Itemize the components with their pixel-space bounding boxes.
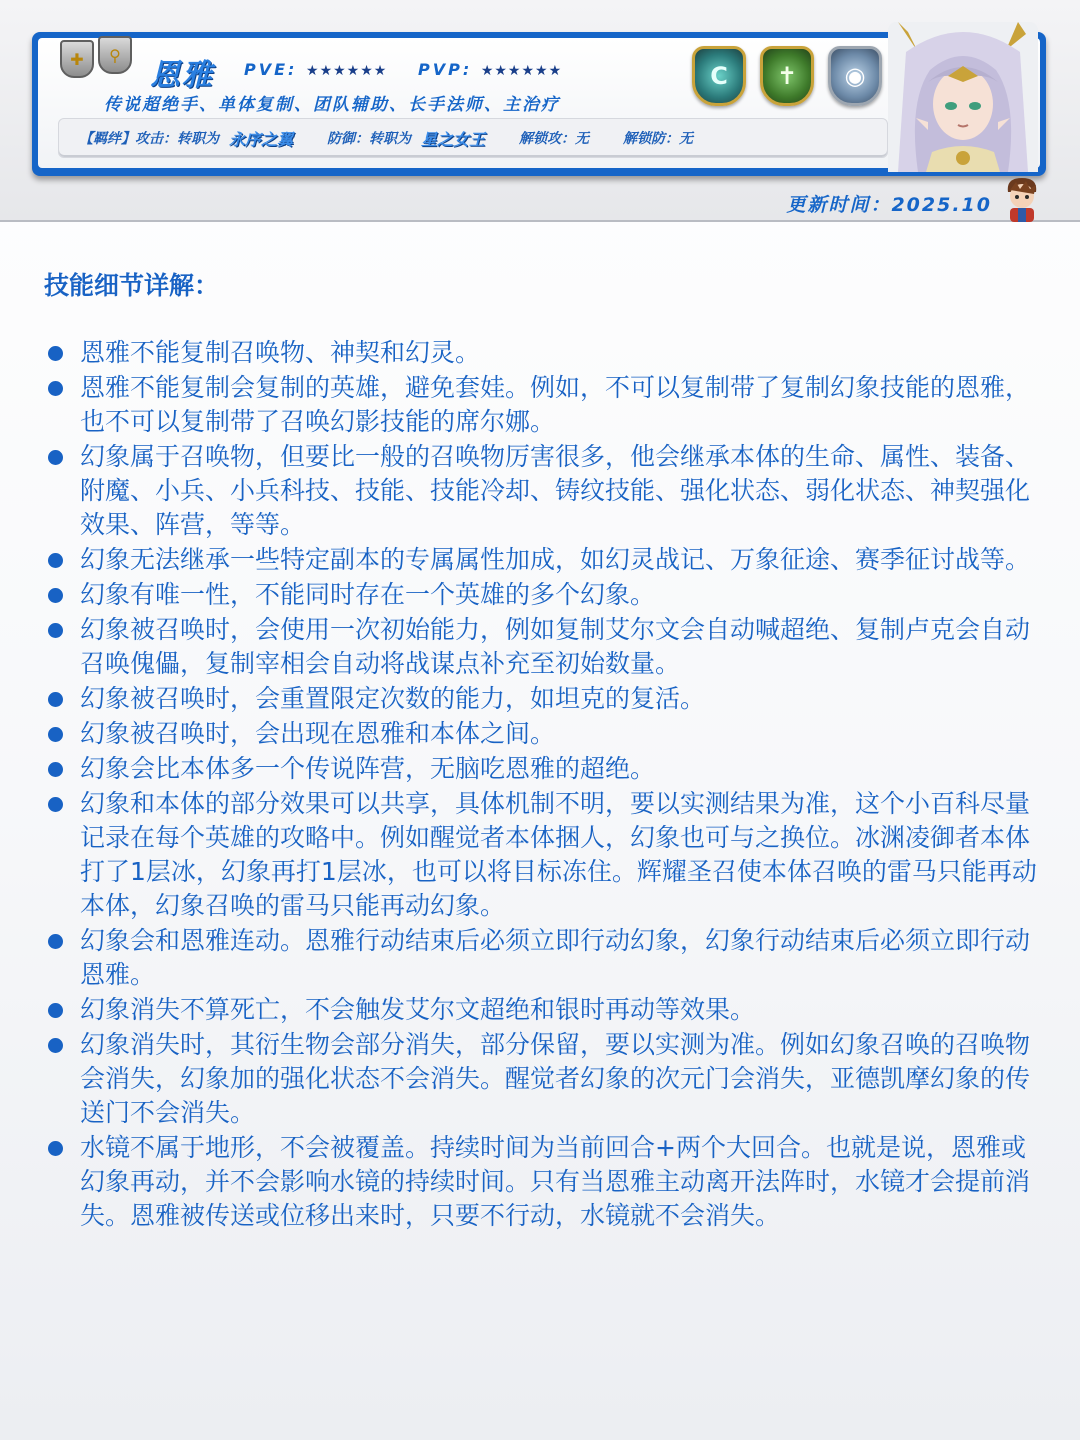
note-text: 幻象有唯一性，不能同时存在一个英雄的多个幻象。 bbox=[80, 580, 656, 609]
bond-unlock-attack: 解锁攻：无 bbox=[519, 131, 590, 147]
pve-rating bbox=[244, 60, 387, 79]
list-item bbox=[44, 371, 1044, 439]
note-text: 幻象会比本体多一个传说阵营，无脑吃恩雅的超绝。 bbox=[80, 754, 656, 783]
class-emblem-eye-icon: ◉ bbox=[828, 46, 882, 106]
bond-prefix: 【羁绊】攻击：转职为 bbox=[79, 131, 219, 147]
note-text: 恩雅不能复制召唤物、神契和幻灵。 bbox=[80, 338, 481, 367]
bullet-icon bbox=[48, 346, 63, 361]
list-item bbox=[44, 682, 1044, 716]
note-text: 恩雅不能复制会复制的英雄，避免套娃。例如，不可以复制带了复制幻象技能的恩雅，也不可以复制带了召唤幻影技能的席尔娜。 bbox=[80, 373, 1031, 436]
list-item bbox=[44, 993, 1044, 1027]
pvp-rating bbox=[418, 60, 562, 79]
hero-roles: 传说超绝手、单体复制、团队辅助、长手法师、主治疗 bbox=[104, 95, 560, 115]
bullet-icon bbox=[48, 797, 63, 812]
bullet-icon bbox=[48, 1003, 63, 1018]
list-item bbox=[44, 787, 1044, 923]
note-text: 幻象被召唤时，会出现在恩雅和本体之间。 bbox=[80, 719, 556, 748]
magnifier-shield-icon: ⚲ bbox=[98, 36, 132, 74]
bullet-icon bbox=[48, 1038, 63, 1053]
note-text: 幻象消失不算死亡，不会触发艾尔文超绝和银时再动等效果。 bbox=[80, 995, 756, 1024]
note-text: 幻象会和恩雅连动。恩雅行动结束后必须立即行动幻象，幻象行动结束后必须立即行动恩雅。 bbox=[80, 926, 1031, 989]
hero-portrait bbox=[888, 22, 1038, 172]
list-item bbox=[44, 578, 1044, 612]
bullet-icon bbox=[48, 450, 63, 465]
bullet-icon bbox=[48, 692, 63, 707]
list-item bbox=[44, 440, 1044, 542]
note-text: 幻象无法继承一些特定副本的专属属性加成，如幻灵战记、万象征途、赛季征讨战等。 bbox=[80, 545, 1031, 574]
bond-bar bbox=[58, 118, 888, 158]
hero-name: 恩雅 bbox=[150, 58, 214, 93]
bond-defense-label: 防御：转职为 bbox=[327, 131, 412, 147]
note-text: 幻象被召唤时，会使用一次初始能力，例如复制艾尔文会自动喊超绝、复制卢克会自动召唤傀儡，复制宰相会自动将战谋点补充至初始数量。 bbox=[80, 615, 1031, 678]
bullet-icon bbox=[48, 934, 63, 949]
faction-shield-icon: ✚ bbox=[60, 40, 94, 78]
section-title: 技能细节详解： bbox=[44, 271, 220, 300]
list-item bbox=[44, 1131, 1044, 1233]
bullet-icon bbox=[48, 762, 63, 777]
note-text: 幻象消失时，其衍生物会部分消失，部分保留，要以实测为准。例如幻象召唤的召唤物会消失，幻象加的强化状态不会消失。醒觉者幻象的次元门会消失，亚德凯摩幻象的传送门不会消失。 bbox=[80, 1030, 1031, 1127]
hero-portrait-art bbox=[888, 22, 1038, 172]
note-text: 水镜不属于地形，不会被覆盖。持续时间为当前回合+两个大回合。也就是说，恩雅或幻象再动，并不会影响水镜的持续时间。只有当恩雅主动离开法阵时，水镜才会提前消失。恩雅被传送或位移出来时，只要不行动，水镜就不会消失。 bbox=[80, 1133, 1031, 1230]
list-item bbox=[44, 543, 1044, 577]
note-text: 幻象被召唤时，会重置限定次数的能力，如坦克的复活。 bbox=[80, 684, 706, 713]
bullet-icon bbox=[48, 623, 63, 638]
list-item bbox=[44, 1028, 1044, 1130]
class-emblem-green-icon: ✝ bbox=[760, 46, 814, 106]
mascot-icon bbox=[1002, 176, 1042, 222]
pvp-label: PVP: bbox=[418, 60, 473, 79]
note-text: 幻象和本体的部分效果可以共享，具体机制不明，要以实测结果为准，这个小百科尽量记录在每个英雄的攻略中。例如醒觉者本体捆人，幻象也可与之换位。冰渊凌御者本体打了1层冰，幻象再打1层冰，也可以将目标冻住。辉耀圣召使本体召唤的雷马只能再动本体，幻象召唤的雷马只能再动幻象。 bbox=[80, 789, 1037, 920]
update-time: 更新时间：2025.10 bbox=[786, 194, 992, 216]
bullet-icon bbox=[48, 727, 63, 742]
class-emblem-teal-icon: C bbox=[692, 46, 746, 106]
bullet-icon bbox=[48, 553, 63, 568]
list-item bbox=[44, 613, 1044, 681]
bond-unlock-defense: 解锁防：无 bbox=[623, 131, 694, 147]
pvp-stars: ★★★★★★ bbox=[480, 63, 563, 79]
bullet-icon bbox=[48, 588, 63, 603]
list-item bbox=[44, 717, 1044, 751]
list-item bbox=[44, 924, 1044, 992]
bond-defense-class: 星之女王 bbox=[421, 129, 486, 149]
note-text: 幻象属于召唤物，但要比一般的召唤物厉害很多，他会继承本体的生命、属性、装备、附魔、小兵、小兵科技、技能、技能冷却、铸纹技能、强化状态、弱化状态、神契强化效果、阵营，等等。 bbox=[80, 442, 1031, 539]
pve-label: PVE: bbox=[244, 60, 298, 79]
list-item bbox=[44, 336, 1044, 370]
skill-notes-list bbox=[44, 336, 1044, 1234]
bullet-icon bbox=[48, 1141, 63, 1156]
bond-attack-class: 永序之翼 bbox=[229, 129, 294, 149]
pve-stars: ★★★★★★ bbox=[306, 63, 388, 79]
list-item bbox=[44, 752, 1044, 786]
bullet-icon bbox=[48, 381, 63, 396]
